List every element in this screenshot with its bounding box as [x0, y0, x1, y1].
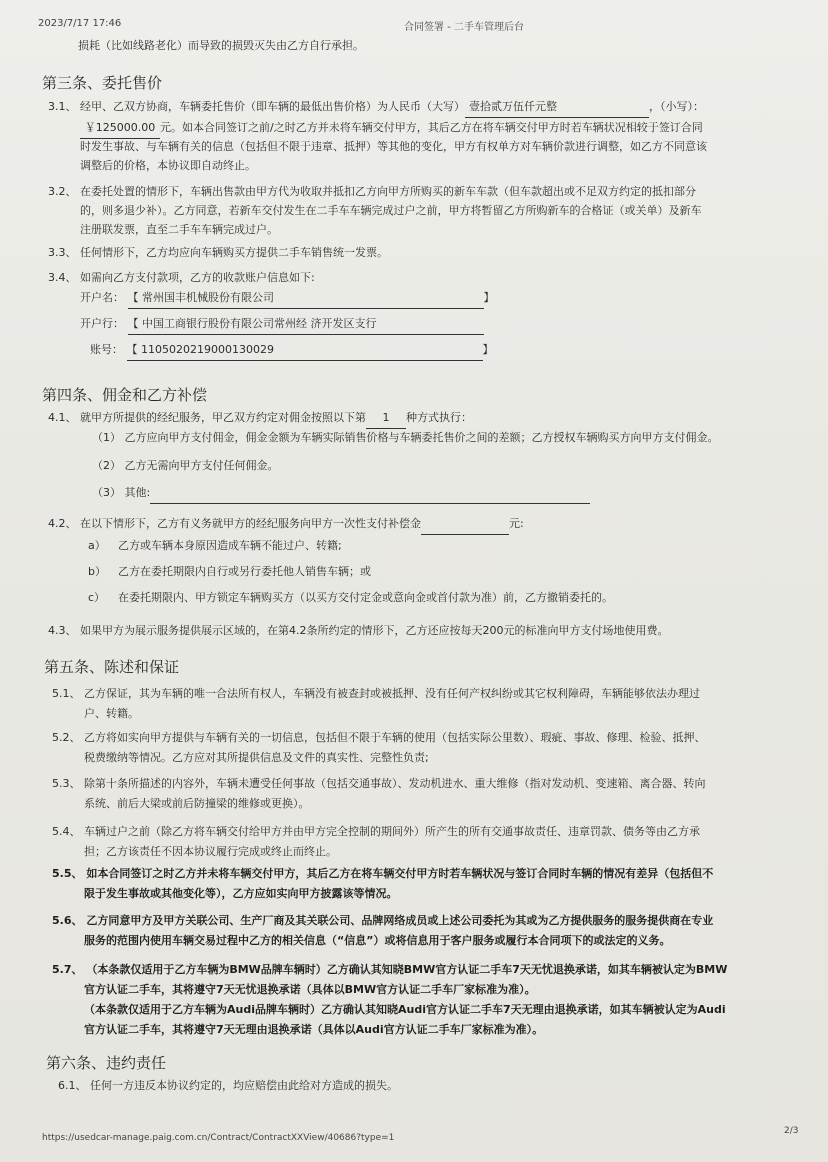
clause-3-1-line2	[80, 118, 703, 139]
clause-5-6: 5.6、 乙方同意甲方及甲方关联公司、生产厂商及其关联公司、品牌网络成员或上述公司委托为其或为乙方提供服务的服务提供商在专业	[52, 914, 714, 927]
commission-option-choice: 1	[366, 408, 406, 429]
clause-3-1	[48, 97, 704, 118]
item-c-text: 在委托期限内、甲方锁定车辆购买方（以买方交付定金或意向金或首付款为准）前，乙方撤销委托的。	[118, 591, 613, 604]
item-a-mark: a）	[88, 539, 106, 552]
bank-value: 中国工商银行股份有限公司常州经 济开发区支行	[142, 317, 377, 330]
clause-4-3: 4.3、 如果甲方为展示服务提供展示区域的，在第4.2条所约定的情形下，乙方还应按每天200元的标准向甲方支付场地使用费。	[48, 624, 669, 637]
account-no-value: 1105020219000130029	[141, 343, 274, 356]
print-url: https://usedcar-manage.paig.com.cn/Contract/ContractXXView/40686?type=1	[42, 1133, 395, 1143]
clause-3-1-text-c: 元。如本合同签订之前/之时乙方并未将车辆交付甲方，其后乙方在将车辆交付甲方时若车辆状况相较于签订合同	[160, 121, 703, 134]
section-5-heading: 第五条、陈述和保证	[44, 658, 180, 676]
item-b-mark: b）	[88, 565, 106, 578]
account-name-row: 开户名： 【 常州国丰机械股份有限公司 】	[80, 288, 495, 309]
item-b-text: 乙方在委托期限内自行或另行委托他人销售车辆；或	[118, 565, 371, 578]
clause-5-4: 5.4、 车辆过户之前（除乙方将车辆交付给甲方并由甲方完全控制的期间外）所产生的所有交通事故责任、违章罚款、债务等由乙方承	[52, 825, 700, 838]
print-page-title: 合同签署 - 二手车管理后台	[404, 22, 524, 33]
clause-5-4-line2: 担；乙方该责任不因本协议履行完成或终止而终止。	[84, 845, 337, 858]
clause-4-2-text: 4.2、 在以下情形下，乙方有义务就甲方的经纪服务向甲方一次性支付补偿金	[48, 517, 421, 530]
clause-5-7-line3: （本条款仅适用于乙方车辆为Audi品牌车辆时）乙方确认其知晓Audi官方认证二手车7天无理由退换承诺，如其车辆被认定为Audi	[84, 1003, 726, 1016]
account-name-label: 开户名：	[80, 291, 124, 304]
clause-4-1-text-b: 种方式执行：	[406, 411, 472, 424]
account-no-field: 【 1105020219000130029	[127, 340, 483, 361]
clause-5-2-line2: 税费缴纳等情况。乙方应对其所提供信息及文件的真实性、完整性负责;	[84, 751, 429, 764]
clause-3-1-text: 3.1、 经甲、乙双方协商，车辆委托售价（即车辆的最低出售价格）为人民币（大写）	[48, 100, 465, 113]
option-1: （1） 乙方应向甲方支付佣金，佣金金额为车辆实际销售价格与车辆委托售价之间的差额；乙方授权车辆购买方向甲方支付佣金。	[92, 431, 719, 444]
account-name-value: 常州国丰机械股份有限公司	[142, 291, 274, 304]
account-name-field: 【 常州国丰机械股份有限公司	[128, 288, 484, 309]
option-2: （2） 乙方无需向甲方支付任何佣金。	[92, 459, 279, 472]
continued-text: 损耗（比如线路老化）而导致的损毁灭失由乙方自行承担。	[78, 39, 364, 52]
clause-4-2	[48, 514, 524, 535]
clause-5-6-line2: 服务的范围内使用车辆交易过程中乙方的相关信息（“信息”）或将信息用于客户服务或履行本合同项下的或法定的义务。	[84, 934, 671, 947]
clause-5-1-line2: 户、转籍。	[84, 707, 139, 720]
clause-3-4: 3.4、 如需向乙方支付款项，乙方的收款账户信息如下:	[48, 271, 315, 284]
clause-5-2: 5.2、 乙方将如实向甲方提供与车辆有关的一切信息，包括但不限于车辆的使用（包括实际公里数）、瑕疵、事故、修理、检验、抵押、	[52, 731, 706, 744]
clause-3-3: 3.3、 任何情形下，乙方均应向车辆购买方提供二手车销售统一发票。	[48, 246, 388, 259]
clause-3-2-line3: 注册联发票，直至二手车车辆完成过户。	[80, 223, 278, 236]
print-datetime: 2023/7/17 17:46	[38, 18, 122, 29]
compensation-amount-blank	[421, 514, 509, 535]
item-c-mark: c）	[88, 591, 106, 604]
account-no-row: 账号： 【 1105020219000130029 】	[90, 340, 494, 361]
section-3-heading: 第三条、委托售价	[42, 74, 163, 92]
item-a-text: 乙方或车辆本身原因造成车辆不能过户、转籍;	[118, 539, 342, 552]
clause-5-7-line4: 官方认证二手车，其将遵守7天无理由退换承诺（具体以Audi官方认证二手车厂家标准为准）。	[84, 1023, 544, 1036]
account-no-label: 账号：	[90, 343, 123, 356]
clause-5-7: 5.7、 （本条款仅适用于乙方车辆为BMW品牌车辆时）乙方确认其知晓BMW官方认证二手车7天无忧退换承诺，如其车辆被认定为BMW	[52, 963, 728, 976]
clause-5-5: 5.5、 如本合同签订之时乙方并未将车辆交付甲方，其后乙方在将车辆交付甲方时若车辆状况与签订合同时车辆的情况有差异（包括但不	[52, 867, 714, 880]
clause-3-2-line2: 的，则多退少补）。乙方同意，若新车交付发生在二手车车辆完成过户之前，甲方将暂留乙方所购新车的合格证（或关单）及新车	[80, 204, 702, 217]
section-6-heading: 第六条、违约责任	[46, 1054, 167, 1072]
clause-5-3-line2: 系统、前后大梁或前后防撞梁的维修或更换）。	[84, 797, 310, 810]
clause-3-1-line4: 调整后的价格，本协议即自动终止。	[80, 159, 256, 172]
clause-6-1: 6.1、 任何一方违反本协议约定的，均应赔偿由此给对方造成的损失。	[58, 1079, 398, 1092]
clause-3-1-text-b: ，（小写）：	[649, 100, 704, 113]
clause-5-1: 5.1、 乙方保证，其为车辆的唯一合法所有权人，车辆没有被查封或被抵押、没有任何产权纠纷或其它权利障碍，车辆能够依法办理过	[52, 687, 700, 700]
option-3-label: （3） 其他:	[92, 486, 151, 499]
price-in-figures: ￥125000.00	[80, 118, 160, 139]
clause-5-3: 5.3、 除第十条所描述的内容外，车辆未遭受任何事故（包括交通事故）、发动机进水、重大维修（指对发动机、变速箱、离合器、转向	[52, 777, 706, 790]
bank-row	[80, 314, 484, 335]
clause-3-2: 3.2、 在委托处置的情形下，车辆出售款由甲方代为收取并抵扣乙方向甲方所购买的新车车款（但车款超出或不足双方约定的抵扣部分	[48, 185, 696, 198]
clause-4-1	[48, 408, 472, 429]
page-number: 2/3	[784, 1126, 799, 1136]
clause-5-5-line2: 限于发生事故或其他变化等），乙方应如实向甲方披露该等情况。	[84, 887, 398, 900]
option-3-blank	[150, 483, 590, 504]
clause-3-1-line3: 时发生事故、与车辆有关的信息（包括但不限于违章、抵押）等其他的变化，甲方有权单方对车辆价款进行调整，如乙方不同意该	[80, 140, 707, 153]
clause-5-7-line2: 官方认证二手车，其将遵守7天无忧退换承诺（具体以BMW官方认证二手车厂家标准为准）。	[84, 983, 536, 996]
clause-4-2-text-b: 元:	[509, 517, 524, 530]
price-in-words: 壹拾贰万伍仟元整	[465, 97, 649, 118]
section-4-heading: 第四条、佣金和乙方补偿	[42, 386, 208, 404]
option-3	[92, 483, 590, 504]
clause-4-1-text: 4.1、 就甲方所提供的经纪服务，甲乙双方约定对佣金按照以下第	[48, 411, 366, 424]
bank-field: 【 中国工商银行股份有限公司常州经 济开发区支行	[128, 314, 484, 335]
bank-label: 开户行：	[80, 317, 124, 330]
